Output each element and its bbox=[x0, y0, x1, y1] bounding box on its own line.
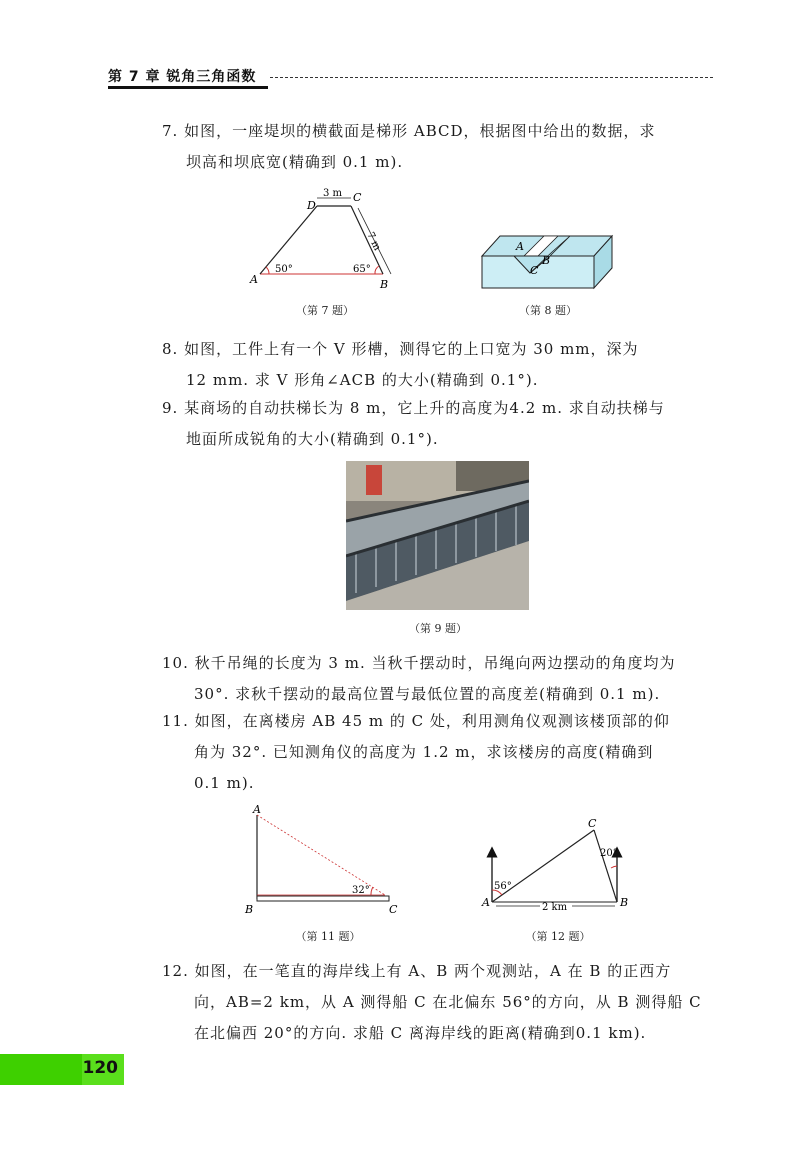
angle-a-label: 50° bbox=[275, 264, 293, 275]
line-cb bbox=[594, 830, 617, 902]
question-text: 向，AB=2 km，从 A 测得船 C 在北偏东 56°的方向，从 B 测得船 C bbox=[194, 993, 702, 1011]
angle-arc bbox=[371, 887, 373, 895]
question-7 bbox=[162, 116, 722, 178]
vertex-c: C bbox=[353, 191, 362, 204]
angle-b-arc bbox=[611, 866, 617, 868]
question-text: 12 mm. 求 V 形角∠ACB 的大小(精确到 0.1°). bbox=[186, 371, 539, 389]
figure-11-building bbox=[243, 803, 408, 920]
distance-label: 2 km bbox=[542, 902, 568, 913]
question-text: 如图，一座堤坝的横截面是梯形 ABCD，根据图中给出的数据，求 bbox=[184, 122, 656, 140]
header-dotted-line bbox=[270, 77, 713, 78]
vertex-a: A bbox=[482, 896, 490, 909]
question-number: 8. bbox=[162, 340, 179, 358]
running-header bbox=[108, 66, 713, 90]
angle-b-label: 20° bbox=[600, 848, 618, 859]
figure-11-caption: （第 11 题） bbox=[295, 930, 361, 943]
vertex-a: A bbox=[250, 273, 258, 286]
question-text: 坝高和坝底宽(精确到 0.1 m). bbox=[186, 153, 404, 171]
figure-9-caption: （第 9 题） bbox=[409, 622, 467, 635]
header-rule bbox=[108, 86, 268, 89]
question-text: 30°. 求秋千摆动的最高位置与最低位置的高度差(精确到 0.1 m). bbox=[194, 685, 661, 703]
vertex-b: B bbox=[542, 254, 551, 267]
question-text: 某商场的自动扶梯长为 8 m，它上升的高度为4.2 m. 求自动扶梯与 bbox=[184, 399, 665, 417]
page-number-bar bbox=[0, 1054, 124, 1085]
vertex-c: C bbox=[588, 817, 597, 830]
question-number: 7. bbox=[162, 122, 179, 140]
vertex-b: B bbox=[620, 896, 629, 909]
question-text: 如图，在离楼房 AB 45 m 的 C 处，利用测角仪观测该楼顶部的仰 bbox=[194, 712, 670, 730]
top-length-label: 3 m bbox=[323, 188, 343, 199]
angle-b-label: 65° bbox=[353, 264, 371, 275]
question-text: 0.1 m). bbox=[194, 774, 255, 792]
question-9 bbox=[162, 393, 722, 455]
angle-b-arc bbox=[375, 266, 379, 274]
question-number: 10. bbox=[162, 654, 189, 672]
chapter-title: 第 7 章 锐角三角函数 bbox=[108, 69, 257, 85]
figure-7-trapezoid bbox=[245, 188, 405, 293]
question-number: 9. bbox=[162, 399, 179, 417]
question-text: 地面所成锐角的大小(精确到 0.1°). bbox=[186, 430, 439, 448]
ground-bar bbox=[257, 896, 389, 901]
question-12 bbox=[162, 956, 722, 1049]
question-text: 角为 32°. 已知测角仪的高度为 1.2 m，求该楼房的高度(精确到 bbox=[194, 743, 654, 761]
sight-line bbox=[257, 815, 385, 895]
vertex-c: C bbox=[530, 264, 539, 277]
question-number: 12. bbox=[162, 962, 189, 980]
figure-8-caption: （第 8 题） bbox=[519, 304, 577, 317]
figure-12-ship bbox=[480, 816, 635, 920]
side-length-label: 7 m bbox=[364, 230, 383, 253]
question-10 bbox=[162, 648, 722, 710]
question-text: 在北偏西 20°的方向. 求船 C 离海岸线的距离(精确到0.1 km). bbox=[194, 1024, 647, 1042]
escalator-photo bbox=[346, 461, 529, 610]
vertex-d: D bbox=[307, 199, 316, 212]
question-8 bbox=[162, 334, 722, 396]
vertex-a: A bbox=[516, 240, 524, 253]
question-number: 11. bbox=[162, 712, 189, 730]
question-text: 秋千吊绳的长度为 3 m. 当秋千摆动时，吊绳向两边摆动的角度均为 bbox=[194, 654, 676, 672]
angle-a-arc bbox=[266, 267, 269, 274]
question-text: 如图，工件上有一个 V 形槽，测得它的上口宽为 30 mm，深为 bbox=[184, 340, 639, 358]
page-number: 120 bbox=[82, 1058, 118, 1078]
question-11 bbox=[162, 706, 722, 799]
angle-label: 32° bbox=[352, 885, 370, 896]
vertex-c: C bbox=[389, 903, 398, 916]
figure-7-caption: （第 7 题） bbox=[296, 304, 354, 317]
question-text: 如图，在一笔直的海岸线上有 A、B 两个观测站，A 在 B 的正西方 bbox=[194, 962, 672, 980]
figure-8-v-groove bbox=[474, 218, 622, 290]
figure-12-caption: （第 12 题） bbox=[525, 930, 591, 943]
angle-a-label: 56° bbox=[494, 881, 512, 892]
vertex-a: A bbox=[253, 803, 261, 816]
vertex-b: B bbox=[245, 903, 254, 916]
vertex-b: B bbox=[380, 278, 389, 291]
